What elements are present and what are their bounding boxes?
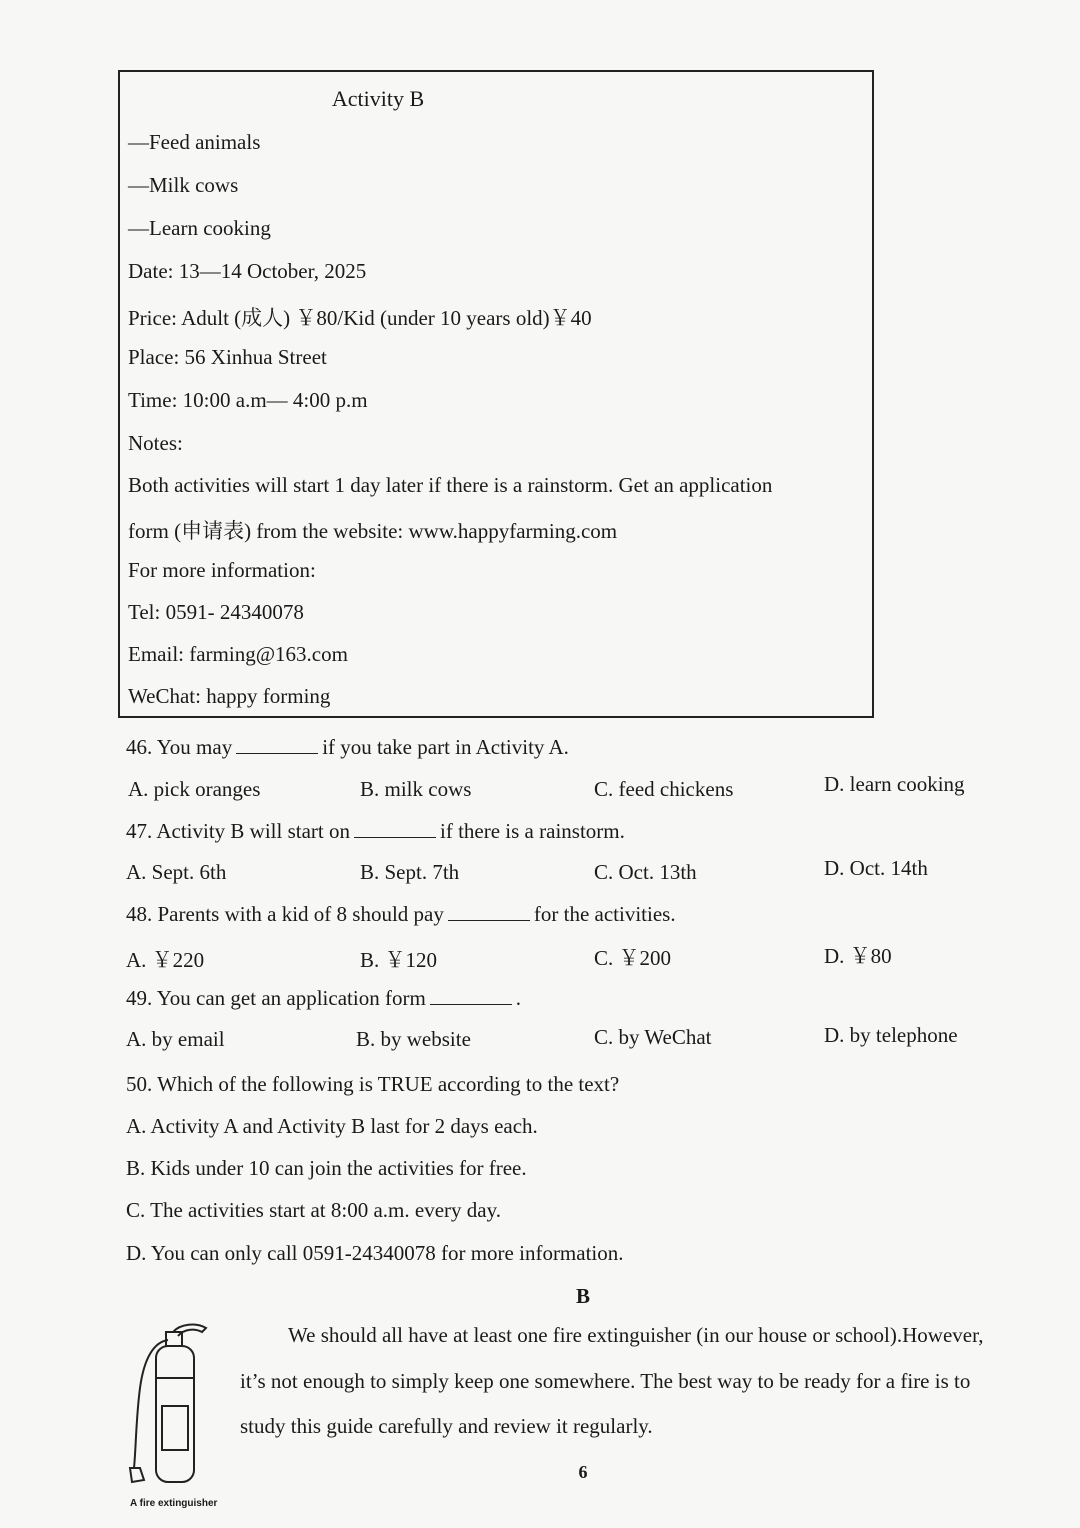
notice-more-info: For more information: bbox=[128, 558, 316, 582]
option-d: D. Oct. 14th bbox=[824, 856, 928, 880]
option-c: C. ￥200 bbox=[594, 946, 672, 970]
question-46 bbox=[126, 735, 569, 760]
answer-blank bbox=[236, 735, 318, 754]
notice-notes-line: form (申请表) from the website: www.happyfarming.com bbox=[128, 519, 618, 543]
notice-item: —Milk cows bbox=[128, 173, 239, 197]
page-number: 6 bbox=[578, 1462, 588, 1482]
question-text: . bbox=[515, 986, 522, 1010]
option-b: B. Sept. 7th bbox=[360, 860, 460, 884]
question-text: 49. You can get an application form bbox=[126, 986, 426, 1010]
notice-email: Email: farming@163.com bbox=[128, 642, 348, 666]
question-47 bbox=[126, 819, 625, 844]
option-b: B. milk cows bbox=[360, 777, 472, 801]
option-d: D. ￥80 bbox=[824, 944, 892, 968]
paragraph-line: study this guide carefully and review it regularly. bbox=[240, 1414, 653, 1438]
question-text: 50. Which of the following is TRUE according to the text? bbox=[126, 1072, 620, 1096]
question-text: 46. You may bbox=[126, 735, 233, 759]
option-a: A. pick oranges bbox=[128, 777, 261, 801]
option-c: C. Oct. 13th bbox=[594, 860, 697, 884]
question-text: if there is a rainstorm. bbox=[440, 819, 625, 843]
notice-price: Price: Adult (成人) ￥80/Kid (under 10 years old)￥40 bbox=[128, 306, 592, 330]
option-c: C. feed chickens bbox=[594, 777, 734, 801]
option-b: B. by website bbox=[356, 1027, 471, 1051]
question-48 bbox=[126, 902, 676, 927]
question-50 bbox=[126, 1072, 619, 1097]
answer-blank bbox=[448, 902, 530, 921]
option-a: A. Activity A and Activity B last for 2 days each. bbox=[126, 1114, 538, 1138]
option-c: C. The activities start at 8:00 a.m. every day. bbox=[126, 1198, 501, 1222]
notice-item: —Learn cooking bbox=[128, 216, 271, 240]
question-text: 47. Activity B will start on bbox=[126, 819, 350, 843]
answer-blank bbox=[354, 819, 436, 838]
notice-date: Date: 13—14 October, 2025 bbox=[128, 259, 367, 283]
paragraph-line: it’s not enough to simply keep one somewhere. The best way to be ready for a fire is to bbox=[240, 1369, 971, 1393]
option-d: D. learn cooking bbox=[824, 772, 965, 796]
question-text: if you take part in Activity A. bbox=[322, 735, 569, 759]
answer-blank bbox=[430, 986, 512, 1005]
notice-wechat: WeChat: happy forming bbox=[128, 684, 331, 708]
option-b: B. Kids under 10 can join the activities for free. bbox=[126, 1156, 527, 1180]
option-d: D. by telephone bbox=[824, 1023, 958, 1047]
notice-item: —Feed animals bbox=[128, 130, 261, 154]
notice-time: Time: 10:00 a.m— 4:00 p.m bbox=[128, 388, 368, 412]
question-49 bbox=[126, 986, 521, 1011]
question-text: for the activities. bbox=[533, 902, 676, 926]
option-d: D. You can only call 0591-24340078 for more information. bbox=[126, 1241, 624, 1265]
notice-tel: Tel: 0591- 24340078 bbox=[128, 600, 304, 624]
figure-caption: A fire extinguisher bbox=[130, 1498, 218, 1509]
notice-title: Activity B bbox=[331, 86, 425, 111]
notice-notes-line: Both activities will start 1 day later if there is a rainstorm. Get an application bbox=[128, 473, 773, 497]
option-b: B. ￥120 bbox=[360, 948, 438, 972]
question-text: 48. Parents with a kid of 8 should pay bbox=[126, 902, 444, 926]
option-c: C. by WeChat bbox=[594, 1025, 712, 1049]
section-b-title: B bbox=[575, 1284, 590, 1308]
option-a: A. Sept. 6th bbox=[126, 860, 227, 884]
option-a: A. by email bbox=[126, 1027, 225, 1051]
notice-notes-label: Notes: bbox=[128, 431, 183, 455]
option-a: A. ￥220 bbox=[126, 948, 205, 972]
notice-place: Place: 56 Xinhua Street bbox=[128, 345, 327, 369]
paragraph-line: We should all have at least one fire extinguisher (in our house or school).However, bbox=[288, 1323, 984, 1347]
